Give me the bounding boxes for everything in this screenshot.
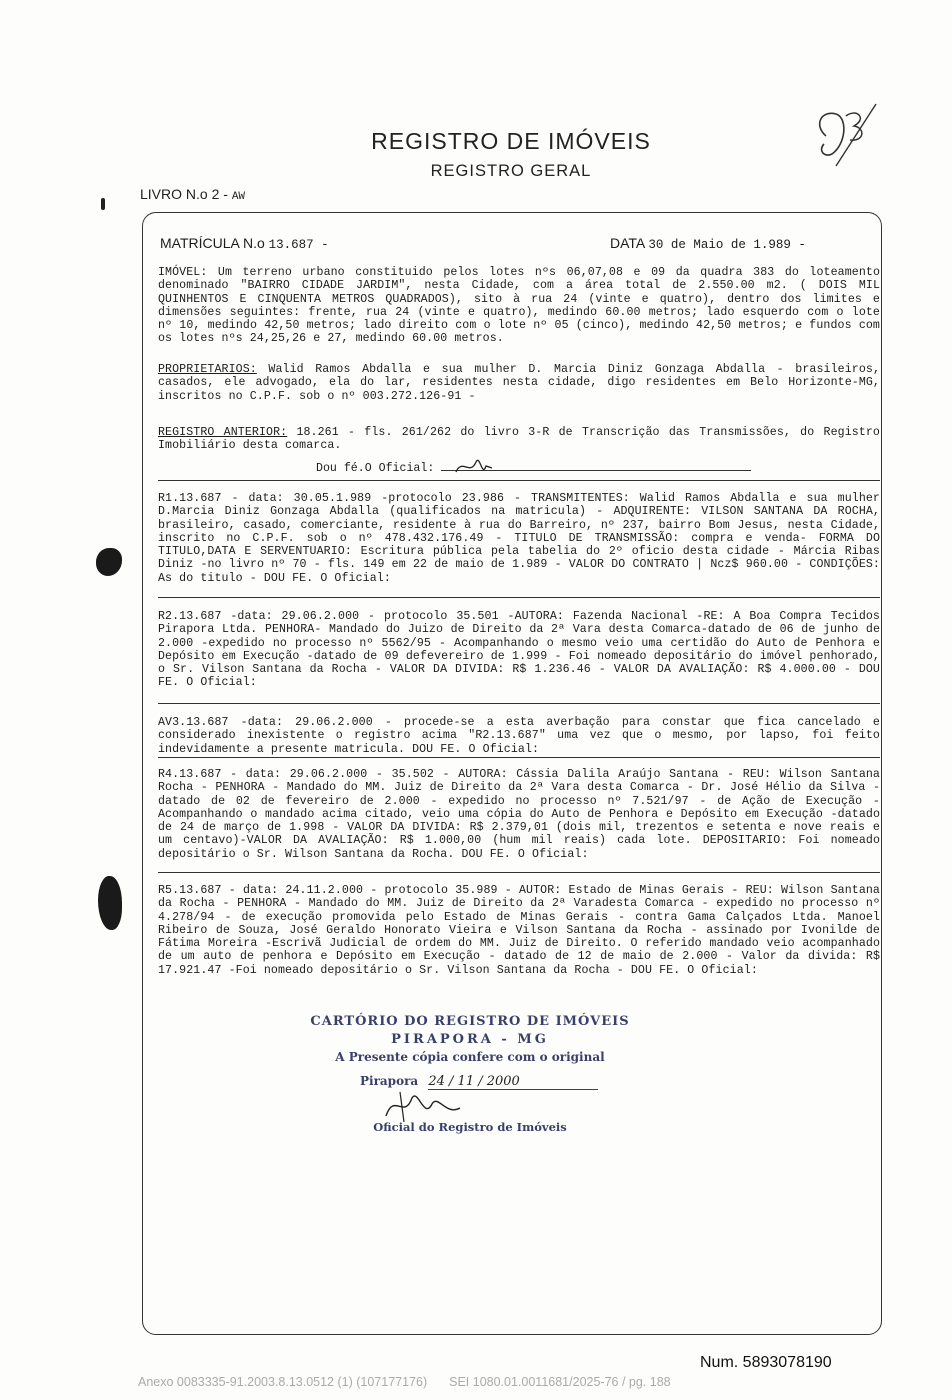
entry-divider: [158, 703, 880, 704]
livro-label-text: LIVRO N.o 2 -: [140, 186, 228, 202]
stamp-line-city: PIRAPORA - MG: [391, 1032, 549, 1047]
annex-reference: Anexo 0083335-91.2003.8.13.0512 (1) (107177176): [138, 1375, 428, 1389]
registro-entry-r1: R1.13.687 - data: 30.05.1.989 -protocolo 23.986 - TRANSMITENTES: Walid Ramos Abdalla e sua mulher D.Marcia Diniz Gonzaga Abdalla (qualificados na matricula) - ADQUIRENTE: VILSON SANTANA DA ROCHA, brasileiro, casado, comerciante, residente à rua do Barreiro, nº 237, bairro Bom Jesus, nesta Cidade, inscrito no C.P.F. sob o nº 478.432.176.49 - TITULO DE TRANSMISSÃO: compra e venda- FORMA DO TITULO,DATA E SERVENTUARIO: Escritura pública pela tabelia do 2º oficio desta cidade - Márcia Ribas Diniz -no livro nº 70 - fls. 149 em 22 de maio de 1.989 - VALOR DO CONTRATO | Ncz$ 960.00 - CONDIÇÕES: As do titulo - DOU FE. O Oficial:: [158, 492, 880, 585]
registro-entry-r5: R5.13.687 - data: 24.11.2.000 - protocolo 35.989 - AUTOR: Estado de Minas Gerais - REU: Wilson Santana da Rocha - PENHORA - Mandado do MM. Juiz de Direito da 2ª Varadesta Comarca - expedido no processo nº 4.278/94 - de execução promovida pelo Estado de Minas Gerais - contra Gama Calçados Ltda. Manoel Ribeiro de Souza, José Geraldo Honorato Vieira e Vilson Santana da Rocha - assinado por Ivonilde de Fátima Moreira -Escrivã Judicial de ordem do MM. Juiz de Direito. O referido mandado veio acompanhado de um auto de penhora e Depósito em Execução - datado de 12 de maio de 2.000 - Valor da divida: R$ 17.921.47 -Foi nomeado depositário o Sr. Vilson Santana da Rocha - DOU FE. O Oficial:: [158, 884, 880, 977]
stamp-line-cartorio: CARTÓRIO DO REGISTRO DE IMÓVEIS: [310, 1014, 630, 1029]
margin-ink-blot-top: [96, 548, 122, 576]
signoff-text: Dou fé.O Oficial:: [316, 462, 435, 475]
date-label: DATA: [610, 235, 645, 251]
livro-hand-value: AW: [231, 191, 246, 203]
stamp-date-handwritten: 24 / 11 / 2000: [428, 1074, 598, 1090]
livro-label: [140, 186, 245, 203]
registro-anterior-text: 18.261 - fls. 261/262 do livro 3-R de Transcrição das Transmissões, do Registro Imobiliário desta comarca.: [158, 426, 880, 453]
date-row: [610, 235, 806, 252]
matricula-value: 13.687 -: [268, 238, 329, 252]
registro-entry-r4: R4.13.687 - data: 29.06.2.000 - 35.502 - AUTORA: Cássia Dalila Araújo Santana - REU: Wilson Santana Rocha - PENHORA - Mandado do MM. Juiz de Direito da 2ª Vara desta Comarca - Dr. José Hélio da Silva - datado de 02 de fevereiro de 2.000 - expedido no processo nº 7.521/97 - de Ação de Execução - Acompanhando o mandado acima citado, veio uma cópia do Auto de Penhora e Depósito em Execução -datado de 24 de março de 1.998 - VALOR DA DIVIDA: R$ 2.379,01 (dois mil, trezentos e setenta e nove reais e um centavo)-VALOR DA AVALIAÇÃO: R$ 1.000,00 (hum mil reais) cada lote. DEPOSITARIO: Foi nomeado depositário o Sr. Wilson Santana da Rocha. DOU FE. O Oficial:: [158, 768, 880, 861]
proprietarios-label: PROPRIETARIOS:: [158, 363, 257, 376]
document-number: Num. 5893078190: [700, 1354, 832, 1371]
stamp-line-oficial: Oficial do Registro de Imóveis: [373, 1120, 567, 1134]
margin-tick-mark: [101, 198, 105, 210]
matricula-row: [160, 235, 329, 252]
entry-divider: [158, 872, 880, 873]
section-divider: [158, 480, 880, 481]
date-value: 30 de Maio de 1.989 -: [648, 238, 806, 252]
sei-reference: SEI 1080.01.0011681/2025-76 / pg. 188: [449, 1375, 671, 1389]
proprietarios-text: Walid Ramos Abdalla e sua mulher D. Marcia Diniz Gonzaga Abdalla - brasileiros, casados, ele advogado, ela do lar, residentes nesta cidade, digo residentes em Belo Horizonte-MG, inscritos no C.P.F. sob o nº 003.272.126-91 -: [158, 363, 880, 403]
registro-anterior-label: REGISTRO ANTERIOR:: [158, 426, 288, 439]
footer-reference: [138, 1375, 671, 1389]
document-subtitle: REGISTRO GERAL: [430, 162, 592, 180]
registro-anterior-signoff: [316, 460, 751, 475]
corner-number-text: [806, 96, 807, 97]
matricula-label: MATRÍCULA N.o: [160, 235, 265, 251]
registro-entry-r2: R2.13.687 -data: 29.06.2.000 - protocolo 35.501 -AUTORA: Fazenda Nacional -RE: A Boa Compra Tecidos Pirapora Ltda. PENHORA- Mandado do Juizo de Direito da 2ª Vara desta Comarca-datado de 06 de junho de 2.000 -expedido no processo nº 5562/95 - Acompanhando o mesmo veio uma certidão do Auto de Penhora e Depósito em Execução -datado de 09 defevereiro de 1.999 - Foi nomeado depositário do imóvel penhorado, o Sr. Vilson Santana da Rocha - VALOR DA DIVIDA: R$ 1.236.46 - VALOR DA AVALIAÇÃO: R$ 4.000.00 - DOU FE. O Oficial:: [158, 610, 880, 690]
corner-scribble-icon: [806, 96, 896, 176]
margin-ink-blot-bottom: [98, 876, 122, 930]
stamp-line-copy: A Presente cópia confere com o original: [335, 1050, 605, 1064]
stamp-place: Pirapora: [360, 1074, 419, 1088]
averbacao-entry-av3: AV3.13.687 -data: 29.06.2.000 - procede-se a esta averbação para constar que fica cancelado e considerado inexistente o registro acima "R2.13.687" uma vez que o mesmo, por lapso, foi feito indevidamente a presente matricula. DOU FE. O Oficial:: [158, 716, 880, 756]
entry-divider: [158, 597, 880, 598]
corner-page-number: [806, 96, 896, 176]
entry-divider: [158, 757, 880, 758]
document-title: REGISTRO DE IMÓVEIS: [371, 128, 651, 154]
proprietarios-block: [158, 363, 880, 403]
imovel-description: IMÓVEL: Um terreno urbano constituido pelos lotes nºs 06,07,08 e 09 da quadra 383 do loteamento denominado "BAIRRO CIDADE JARDIM", nesta Cidade, com a área total de 2.550.00 m2. ( DOIS MIL QUINHENTOS E CINQUENTA METROS QUADRADOS), sito à rua 24 (vinte e quatro), dentro dos limites e dimensões seguintes: frente, rua 24 (vinte e quatro), medindo 60.00 metros; lado esquerdo com o lote nº 10, medindo 42,50 metros; lado direito com o lote nº 05 (cinco), medindo 42,50 metros; e fundos com os lotes nºs 24,25,26 e 27, medindo 60.00 metros.: [158, 266, 880, 346]
registro-anterior-block: [158, 426, 880, 453]
